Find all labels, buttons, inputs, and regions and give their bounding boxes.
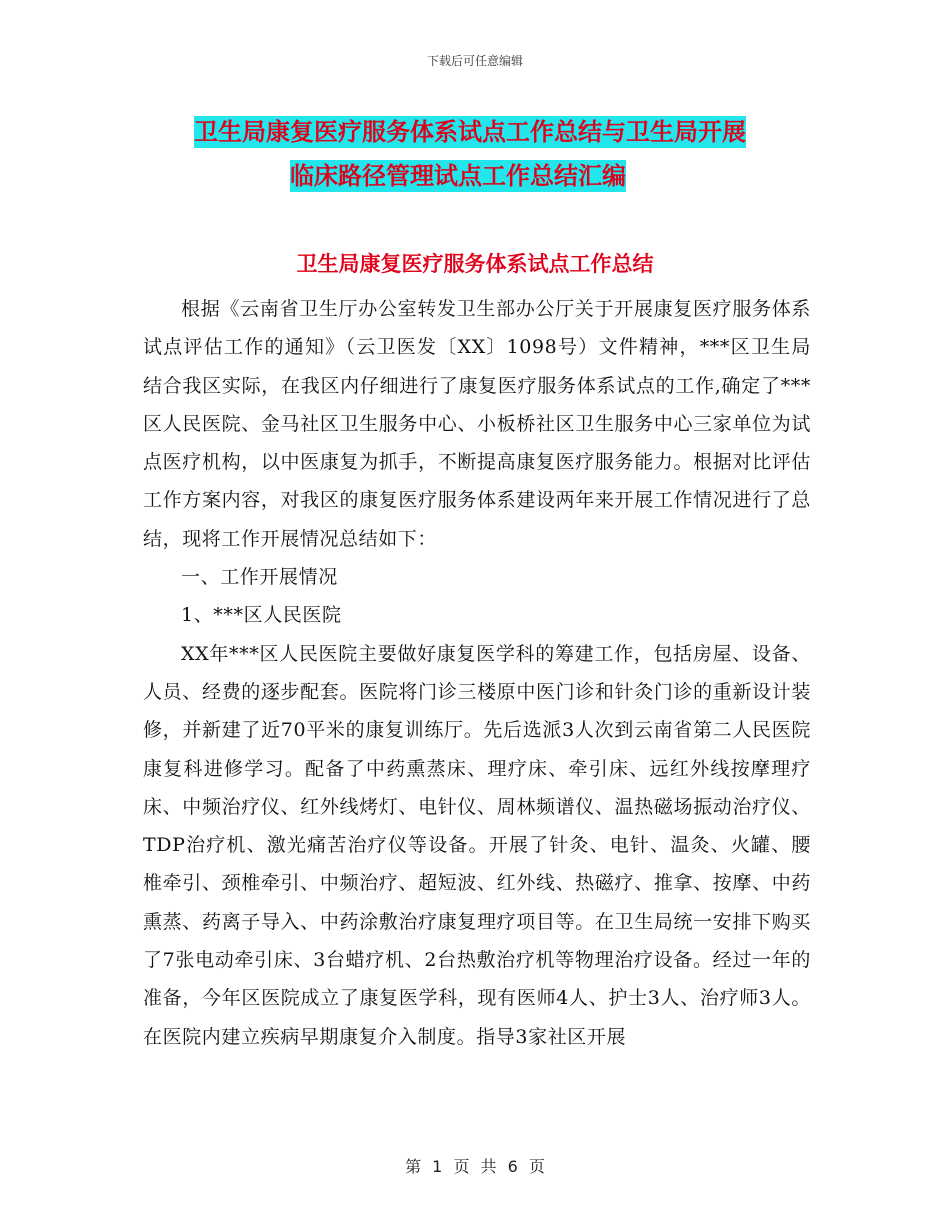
- document-title-line-1: 卫生局康复医疗服务体系试点工作总结与卫生局开展: [194, 118, 746, 146]
- subheading-district-hospital: 1、***区人民医院: [181, 604, 342, 627]
- page-header-note: 下载后可任意编辑: [426, 54, 523, 68]
- document-title: [140, 110, 820, 198]
- heading-work-situation: 一、工作开展情况: [181, 566, 338, 589]
- section-title: 卫生局康复医疗服务体系试点工作总结: [296, 252, 654, 276]
- page-number-footer: 第 1 页 共 6 页: [405, 1157, 545, 1176]
- paragraph-intro: 根据《云南省卫生厅办公室转发卫生部办公厅关于开展康复医疗服务体系试点评估工作的通知》（云卫医发〔XX〕1098号）文件精神，***区卫生局结合我区实际，在我区内仔细进行了康复医疗服务体系试点的工作,确定了***区人民医院、金马社区卫生服务中心、小板桥社区卫生服务中心三家单位为试点医疗机构，以中医康复为抓手，不断提高康复医疗服务能力。根据对比评估工作方案内容，对我区的康复医疗服务体系建设两年来开展工作情况进行了总结，现将工作开展情况总结如下：: [143, 298, 811, 550]
- paragraph-district-hospital: XX年***区人民医院主要做好康复医学科的筹建工作，包括房屋、设备、人员、经费的逐步配套。医院将门诊三楼原中医门诊和针灸门诊的重新设计装修，并新建了近70平米的康复训练厅。先后选派3人次到云南省第二人民医院康复科进修学习。配备了中药熏蒸床、理疗床、牵引床、远红外线按摩理疗床、中频治疗仪、红外线烤灯、电针仪、周林频谱仪、温热磁场振动治疗仪、TDP治疗机、激光痛苦治疗仪等设备。开展了针灸、电针、温灸、火罐、腰椎牵引、颈椎牵引、中频治疗、超短波、红外线、热磁疗、推拿、按摩、中药熏蒸、药离子导入、中药涂敷治疗康复理疗项目等。在卫生局统一安排下购买了7张电动牵引床、3台蜡疗机、2台热敷治疗机等物理治疗设备。经过一年的准备，今年区医院成立了康复医学科，现有医师4人、护士3人、治疗师3人。在医院内建立疾病早期康复介入制度。指导3家社区开展: [143, 642, 811, 1048]
- document-title-line-2: 临床路径管理试点工作总结汇编: [290, 162, 626, 190]
- document-body: [143, 290, 811, 1056]
